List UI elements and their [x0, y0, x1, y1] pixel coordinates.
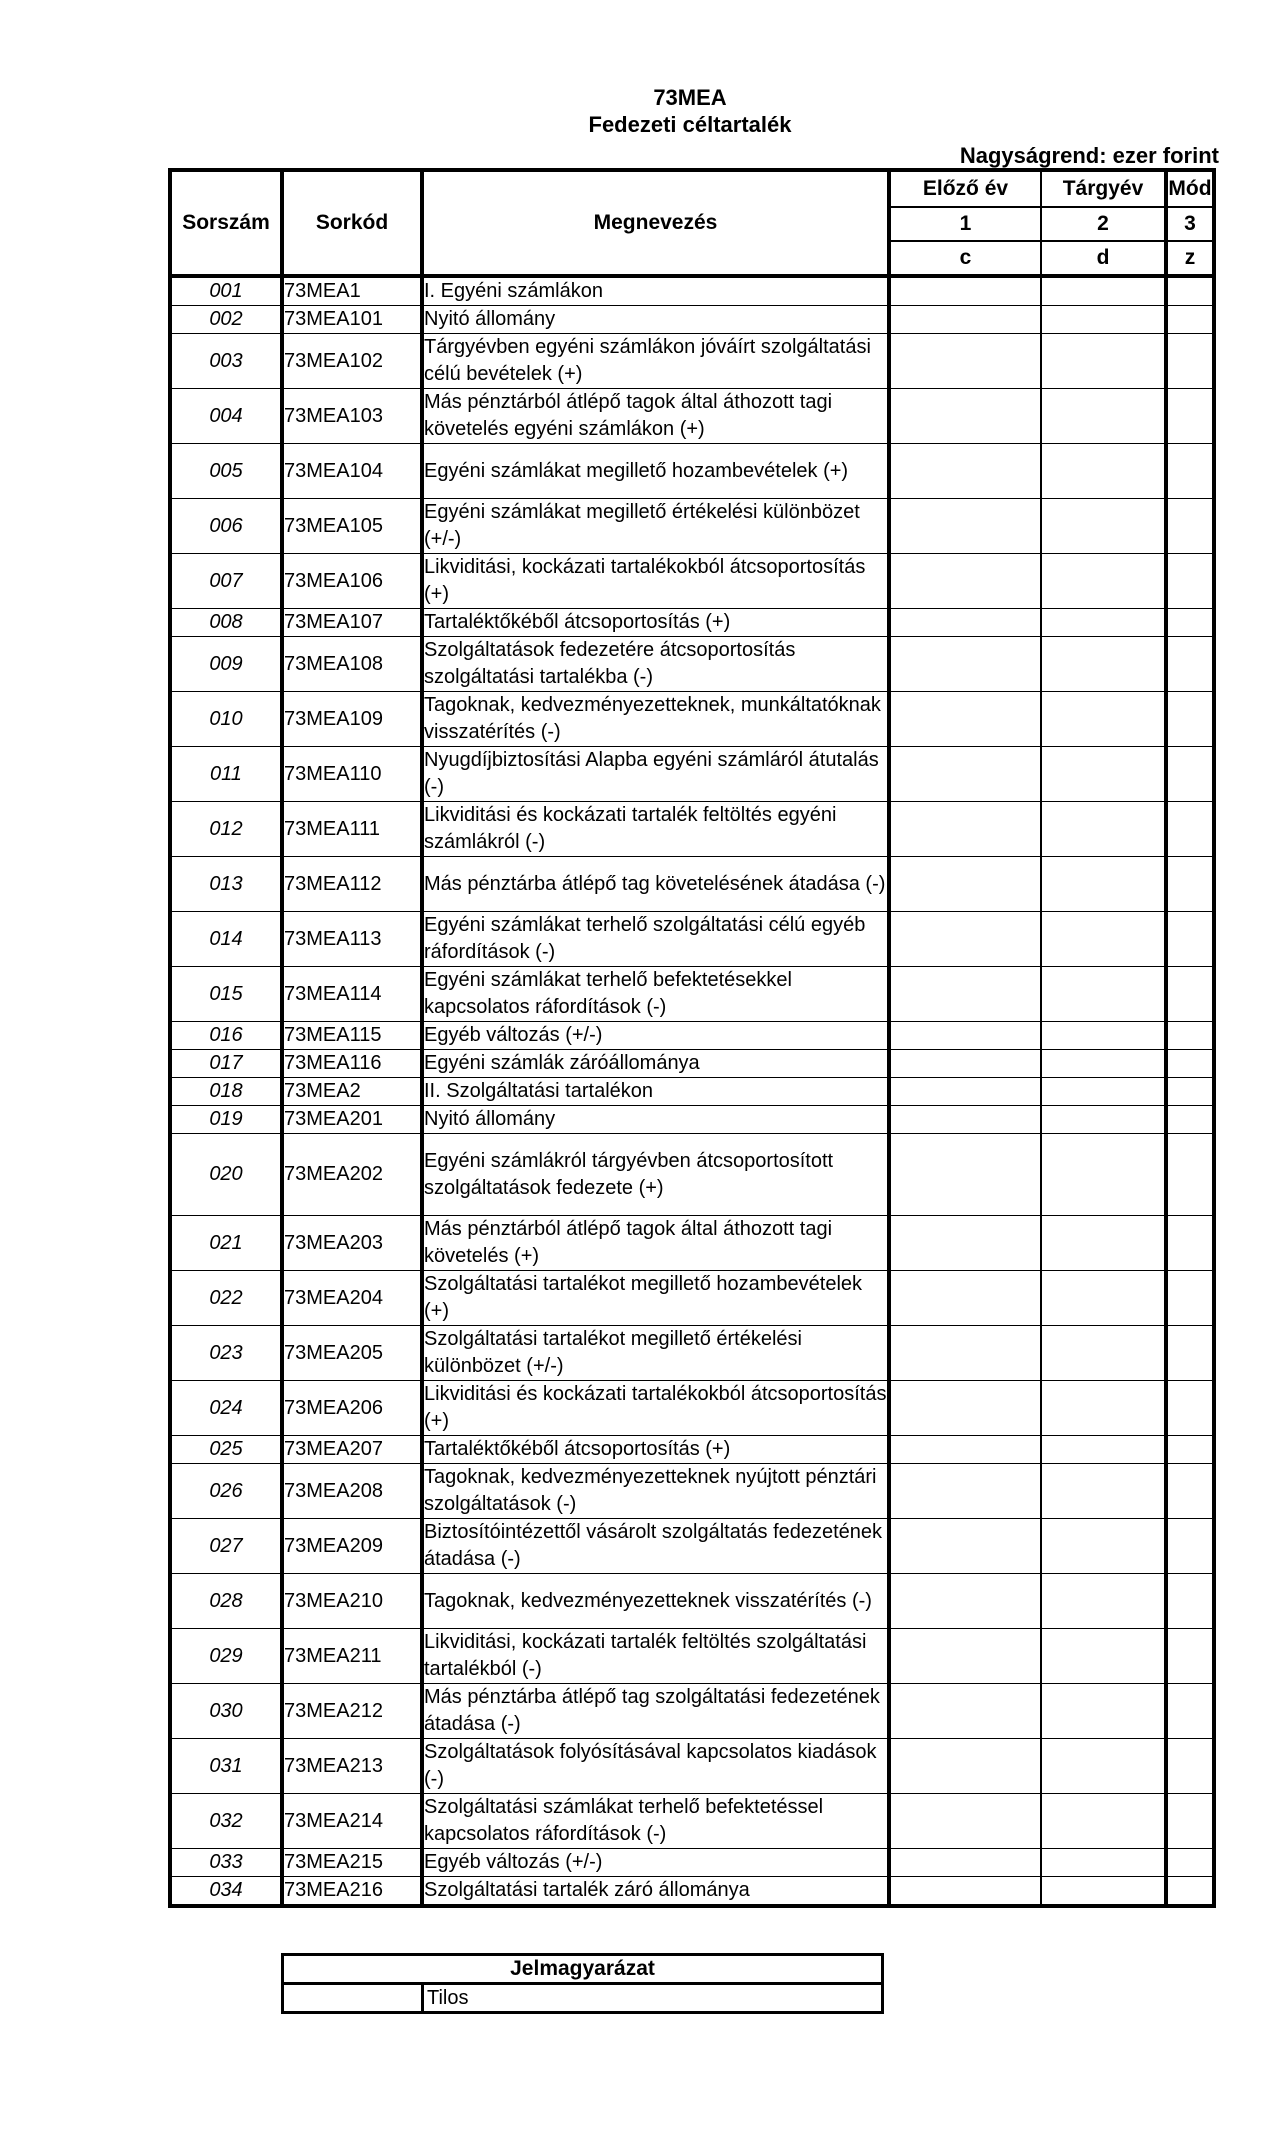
- row-code: 73MEA204: [282, 1271, 422, 1326]
- row-number: 031: [170, 1739, 282, 1794]
- row-number: 002: [170, 306, 282, 334]
- col-header-mod: Mód: [1166, 170, 1214, 207]
- row-name: Tartaléktőkéből átcsoportosítás (+): [422, 1436, 889, 1464]
- value-current-year-cell[interactable]: [1041, 1022, 1166, 1050]
- row-code: 73MEA115: [282, 1022, 422, 1050]
- row-number: 022: [170, 1271, 282, 1326]
- table-row: [170, 1326, 1214, 1381]
- legend-table: [281, 1953, 884, 2014]
- row-name: Szolgáltatási tartalékot megillető hozambevételek (+): [422, 1271, 889, 1326]
- row-name: Egyéni számlákat terhelő szolgáltatási célú egyéb ráfordítások (-): [422, 912, 889, 967]
- row-code: 73MEA206: [282, 1381, 422, 1436]
- value-mod-cell[interactable]: [1166, 1078, 1214, 1106]
- row-number: 016: [170, 1022, 282, 1050]
- table-row: [170, 499, 1214, 554]
- value-prev-year-cell[interactable]: [889, 389, 1041, 444]
- value-current-year-cell[interactable]: [1041, 1877, 1166, 1907]
- value-mod-cell[interactable]: [1166, 609, 1214, 637]
- value-current-year-cell[interactable]: [1041, 1519, 1166, 1574]
- value-prev-year-cell[interactable]: [889, 1271, 1041, 1326]
- row-code: 73MEA208: [282, 1464, 422, 1519]
- row-code: 73MEA110: [282, 747, 422, 802]
- value-current-year-cell[interactable]: [1041, 1464, 1166, 1519]
- value-prev-year-cell[interactable]: [889, 967, 1041, 1022]
- table-row: [170, 1739, 1214, 1794]
- row-name: Más pénztárba átlépő tag követelésének átadása (-): [422, 857, 889, 912]
- value-prev-year-cell[interactable]: [889, 1684, 1041, 1739]
- value-mod-cell[interactable]: [1166, 334, 1214, 389]
- unit-label: Nagyságrend: ezer forint: [959, 143, 1219, 168]
- row-number: 015: [170, 967, 282, 1022]
- value-current-year-cell[interactable]: [1041, 554, 1166, 609]
- row-code: 73MEA209: [282, 1519, 422, 1574]
- table-row: [170, 609, 1214, 637]
- row-code: 73MEA213: [282, 1739, 422, 1794]
- row-number: 004: [170, 389, 282, 444]
- row-number: 033: [170, 1849, 282, 1877]
- row-number: 023: [170, 1326, 282, 1381]
- col-header-sorszam: Sorszám: [170, 170, 282, 276]
- value-mod-cell[interactable]: [1166, 637, 1214, 692]
- value-mod-cell[interactable]: [1166, 1684, 1214, 1739]
- value-current-year-cell[interactable]: [1041, 1574, 1166, 1629]
- table-row: [170, 692, 1214, 747]
- value-mod-cell[interactable]: [1166, 1326, 1214, 1381]
- value-prev-year-cell[interactable]: [889, 802, 1041, 857]
- row-code: 73MEA212: [282, 1684, 422, 1739]
- row-name: II. Szolgáltatási tartalékon: [422, 1078, 889, 1106]
- row-name: Egyéb változás (+/-): [422, 1022, 889, 1050]
- value-prev-year-cell[interactable]: [889, 637, 1041, 692]
- value-mod-cell[interactable]: [1166, 1739, 1214, 1794]
- row-code: 73MEA113: [282, 912, 422, 967]
- col-header-megnevezes: Megnevezés: [422, 170, 889, 276]
- table-row: [170, 1022, 1214, 1050]
- value-current-year-cell[interactable]: [1041, 1381, 1166, 1436]
- value-prev-year-cell[interactable]: [889, 276, 1041, 306]
- row-number: 001: [170, 276, 282, 306]
- value-mod-cell[interactable]: [1166, 1022, 1214, 1050]
- col-number-2: 2: [1041, 207, 1166, 241]
- value-prev-year-cell[interactable]: [889, 554, 1041, 609]
- table-row: [170, 1794, 1214, 1849]
- row-code: 73MEA116: [282, 1050, 422, 1078]
- table-row: [170, 912, 1214, 967]
- row-name: Egyéni számlákat megillető hozambevételek (+): [422, 444, 889, 499]
- value-mod-cell[interactable]: [1166, 1574, 1214, 1629]
- row-code: 73MEA105: [282, 499, 422, 554]
- value-mod-cell[interactable]: [1166, 276, 1214, 306]
- row-name: Szolgáltatási számlákat terhelő befektetéssel kapcsolatos ráfordítások (-): [422, 1794, 889, 1849]
- row-code: 73MEA103: [282, 389, 422, 444]
- row-name: I. Egyéni számlákon: [422, 276, 889, 306]
- value-prev-year-cell[interactable]: [889, 444, 1041, 499]
- value-current-year-cell[interactable]: [1041, 1684, 1166, 1739]
- row-number: 006: [170, 499, 282, 554]
- value-current-year-cell[interactable]: [1041, 499, 1166, 554]
- row-code: 73MEA111: [282, 802, 422, 857]
- row-number: 018: [170, 1078, 282, 1106]
- row-name: Egyéni számlák záróállománya: [422, 1050, 889, 1078]
- value-prev-year-cell[interactable]: [889, 912, 1041, 967]
- row-code: 73MEA107: [282, 609, 422, 637]
- value-prev-year-cell[interactable]: [889, 747, 1041, 802]
- value-current-year-cell[interactable]: [1041, 1326, 1166, 1381]
- value-current-year-cell[interactable]: [1041, 1078, 1166, 1106]
- value-prev-year-cell[interactable]: [889, 1436, 1041, 1464]
- value-prev-year-cell[interactable]: [889, 1078, 1041, 1106]
- table-row: [170, 747, 1214, 802]
- row-code: 73MEA108: [282, 637, 422, 692]
- value-current-year-cell[interactable]: [1041, 389, 1166, 444]
- row-name: Más pénztárból átlépő tagok által áthozott tagi követelés egyéni számlákon (+): [422, 389, 889, 444]
- form-title: Fedezeti céltartalék: [588, 112, 792, 137]
- value-prev-year-cell[interactable]: [889, 1794, 1041, 1849]
- value-current-year-cell[interactable]: [1041, 1106, 1166, 1134]
- value-prev-year-cell[interactable]: [889, 499, 1041, 554]
- table-row: [170, 1078, 1214, 1106]
- row-name: Nyugdíjbiztosítási Alapba egyéni számláról átutalás (-): [422, 747, 889, 802]
- row-code: 73MEA214: [282, 1794, 422, 1849]
- value-mod-cell[interactable]: [1166, 1106, 1214, 1134]
- value-mod-cell[interactable]: [1166, 1519, 1214, 1574]
- value-mod-cell[interactable]: [1166, 1794, 1214, 1849]
- value-mod-cell[interactable]: [1166, 1629, 1214, 1684]
- value-current-year-cell[interactable]: [1041, 857, 1166, 912]
- value-mod-cell[interactable]: [1166, 692, 1214, 747]
- table-row: [170, 857, 1214, 912]
- legend-swatch: [283, 1984, 423, 2013]
- table-row: [170, 1134, 1214, 1216]
- table-row: [170, 306, 1214, 334]
- row-name: Biztosítóintézettől vásárolt szolgáltatás fedezetének átadása (-): [422, 1519, 889, 1574]
- value-mod-cell[interactable]: [1166, 967, 1214, 1022]
- value-current-year-cell[interactable]: [1041, 1271, 1166, 1326]
- row-number: 025: [170, 1436, 282, 1464]
- value-mod-cell[interactable]: [1166, 747, 1214, 802]
- value-prev-year-cell[interactable]: [889, 609, 1041, 637]
- table-row: [170, 1849, 1214, 1877]
- row-code: 73MEA215: [282, 1849, 422, 1877]
- table-row: [170, 637, 1214, 692]
- value-current-year-cell[interactable]: [1041, 306, 1166, 334]
- row-number: 019: [170, 1106, 282, 1134]
- row-number: 024: [170, 1381, 282, 1436]
- col-header-prev-year: Előző év: [889, 170, 1041, 207]
- legend-title: Jelmagyarázat: [283, 1955, 883, 1984]
- row-name: Szolgáltatások fedezetére átcsoportosítás szolgáltatási tartalékba (-): [422, 637, 889, 692]
- row-name: Likviditási és kockázati tartalék feltöltés egyéni számlákról (-): [422, 802, 889, 857]
- row-name: Szolgáltatási tartalék záró állománya: [422, 1877, 889, 1907]
- table-row: [170, 1877, 1214, 1907]
- row-code: 73MEA101: [282, 306, 422, 334]
- value-mod-cell[interactable]: [1166, 1381, 1214, 1436]
- row-code: 73MEA109: [282, 692, 422, 747]
- table-body: [170, 276, 1214, 1906]
- value-mod-cell[interactable]: [1166, 554, 1214, 609]
- row-code: 73MEA205: [282, 1326, 422, 1381]
- value-mod-cell[interactable]: [1166, 444, 1214, 499]
- row-code: 73MEA114: [282, 967, 422, 1022]
- table-row: [170, 444, 1214, 499]
- row-name: Likviditási, kockázati tartalék feltöltés szolgáltatási tartalékból (-): [422, 1629, 889, 1684]
- row-name: Nyitó állomány: [422, 306, 889, 334]
- value-prev-year-cell[interactable]: [889, 306, 1041, 334]
- value-prev-year-cell[interactable]: [889, 1739, 1041, 1794]
- row-number: 014: [170, 912, 282, 967]
- row-number: 027: [170, 1519, 282, 1574]
- col-number-1: 1: [889, 207, 1041, 241]
- row-code: 73MEA202: [282, 1134, 422, 1216]
- row-number: 021: [170, 1216, 282, 1271]
- value-prev-year-cell[interactable]: [889, 1629, 1041, 1684]
- row-number: 020: [170, 1134, 282, 1216]
- main-table: [168, 168, 1216, 1908]
- table-row: [170, 554, 1214, 609]
- value-current-year-cell[interactable]: [1041, 1134, 1166, 1216]
- value-mod-cell[interactable]: [1166, 1271, 1214, 1326]
- value-mod-cell[interactable]: [1166, 802, 1214, 857]
- table-row: [170, 802, 1214, 857]
- value-current-year-cell[interactable]: [1041, 802, 1166, 857]
- value-current-year-cell[interactable]: [1041, 1629, 1166, 1684]
- row-code: 73MEA216: [282, 1877, 422, 1907]
- table-row: [170, 276, 1214, 306]
- row-number: 032: [170, 1794, 282, 1849]
- col-header-sorkod: Sorkód: [282, 170, 422, 276]
- row-number: 012: [170, 802, 282, 857]
- table-row: [170, 1436, 1214, 1464]
- row-name: Egyéni számlákat megillető értékelési különbözet (+/-): [422, 499, 889, 554]
- value-current-year-cell[interactable]: [1041, 967, 1166, 1022]
- value-mod-cell[interactable]: [1166, 1134, 1214, 1216]
- value-current-year-cell[interactable]: [1041, 609, 1166, 637]
- value-prev-year-cell[interactable]: [889, 692, 1041, 747]
- value-mod-cell[interactable]: [1166, 1050, 1214, 1078]
- row-number: 009: [170, 637, 282, 692]
- col-number-3: 3: [1166, 207, 1214, 241]
- row-code: 73MEA112: [282, 857, 422, 912]
- row-code: 73MEA201: [282, 1106, 422, 1134]
- col-letter-z: z: [1166, 241, 1214, 276]
- value-prev-year-cell[interactable]: [889, 1849, 1041, 1877]
- table-row: [170, 1106, 1214, 1134]
- table-row: [170, 1519, 1214, 1574]
- row-code: 73MEA207: [282, 1436, 422, 1464]
- value-current-year-cell[interactable]: [1041, 444, 1166, 499]
- value-prev-year-cell[interactable]: [889, 1050, 1041, 1078]
- row-code: 73MEA210: [282, 1574, 422, 1629]
- table-row: [170, 389, 1214, 444]
- value-mod-cell[interactable]: [1166, 389, 1214, 444]
- row-number: 017: [170, 1050, 282, 1078]
- value-current-year-cell[interactable]: [1041, 1849, 1166, 1877]
- table-row: [170, 1574, 1214, 1629]
- value-current-year-cell[interactable]: [1041, 1050, 1166, 1078]
- legend-item-label: Tilos: [423, 1984, 883, 2013]
- row-name: Egyéni számlákról tárgyévben átcsoportosított szolgáltatások fedezete (+): [422, 1134, 889, 1216]
- row-name: Más pénztárból átlépő tagok által áthozott tagi követelés (+): [422, 1216, 889, 1271]
- row-number: 028: [170, 1574, 282, 1629]
- value-current-year-cell[interactable]: [1041, 747, 1166, 802]
- table-row: [170, 1464, 1214, 1519]
- row-name: Tagoknak, kedvezményezetteknek visszatérítés (-): [422, 1574, 889, 1629]
- value-prev-year-cell[interactable]: [889, 1381, 1041, 1436]
- value-current-year-cell[interactable]: [1041, 912, 1166, 967]
- form-code: 73MEA: [653, 85, 727, 110]
- row-name: Likviditási, kockázati tartalékokból átcsoportosítás (+): [422, 554, 889, 609]
- row-code: 73MEA2: [282, 1078, 422, 1106]
- row-code: 73MEA211: [282, 1629, 422, 1684]
- row-name: Egyéb változás (+/-): [422, 1849, 889, 1877]
- row-name: Nyitó állomány: [422, 1106, 889, 1134]
- col-letter-c: c: [889, 241, 1041, 276]
- row-code: 73MEA102: [282, 334, 422, 389]
- col-header-current-year: Tárgyév: [1041, 170, 1166, 207]
- row-number: 026: [170, 1464, 282, 1519]
- value-mod-cell[interactable]: [1166, 857, 1214, 912]
- row-name: Tagoknak, kedvezményezetteknek, munkáltatóknak visszatérítés (-): [422, 692, 889, 747]
- row-number: 010: [170, 692, 282, 747]
- value-prev-year-cell[interactable]: [889, 857, 1041, 912]
- value-current-year-cell[interactable]: [1041, 1216, 1166, 1271]
- value-prev-year-cell[interactable]: [889, 1519, 1041, 1574]
- value-prev-year-cell[interactable]: [889, 1877, 1041, 1907]
- row-number: 003: [170, 334, 282, 389]
- row-name: Szolgáltatások folyósításával kapcsolatos kiadások (-): [422, 1739, 889, 1794]
- value-prev-year-cell[interactable]: [889, 1574, 1041, 1629]
- value-current-year-cell[interactable]: [1041, 1436, 1166, 1464]
- value-prev-year-cell[interactable]: [889, 334, 1041, 389]
- row-number: 030: [170, 1684, 282, 1739]
- value-current-year-cell[interactable]: [1041, 1794, 1166, 1849]
- value-prev-year-cell[interactable]: [889, 1106, 1041, 1134]
- row-name: Szolgáltatási tartalékot megillető értékelési különbözet (+/-): [422, 1326, 889, 1381]
- value-mod-cell[interactable]: [1166, 1464, 1214, 1519]
- table-row: [170, 967, 1214, 1022]
- value-current-year-cell[interactable]: [1041, 276, 1166, 306]
- row-number: 013: [170, 857, 282, 912]
- value-mod-cell[interactable]: [1166, 306, 1214, 334]
- value-mod-cell[interactable]: [1166, 1216, 1214, 1271]
- col-letter-d: d: [1041, 241, 1166, 276]
- value-mod-cell[interactable]: [1166, 499, 1214, 554]
- table-row: [170, 1216, 1214, 1271]
- row-name: Egyéni számlákat terhelő befektetésekkel kapcsolatos ráfordítások (-): [422, 967, 889, 1022]
- value-prev-year-cell[interactable]: [889, 1326, 1041, 1381]
- value-mod-cell[interactable]: [1166, 912, 1214, 967]
- value-current-year-cell[interactable]: [1041, 334, 1166, 389]
- table-row: [170, 1271, 1214, 1326]
- row-number: 034: [170, 1877, 282, 1907]
- value-mod-cell[interactable]: [1166, 1849, 1214, 1877]
- row-number: 011: [170, 747, 282, 802]
- row-code: 73MEA106: [282, 554, 422, 609]
- value-current-year-cell[interactable]: [1041, 692, 1166, 747]
- value-prev-year-cell[interactable]: [889, 1134, 1041, 1216]
- row-name: Tartaléktőkéből átcsoportosítás (+): [422, 609, 889, 637]
- table-row: [170, 1629, 1214, 1684]
- row-number: 007: [170, 554, 282, 609]
- row-name: Likviditási és kockázati tartalékokból átcsoportosítás (+): [422, 1381, 889, 1436]
- table-row: [170, 1050, 1214, 1078]
- row-number: 008: [170, 609, 282, 637]
- value-mod-cell[interactable]: [1166, 1877, 1214, 1907]
- value-prev-year-cell[interactable]: [889, 1216, 1041, 1271]
- table-row: [170, 334, 1214, 389]
- row-code: 73MEA104: [282, 444, 422, 499]
- value-prev-year-cell[interactable]: [889, 1022, 1041, 1050]
- row-number: 029: [170, 1629, 282, 1684]
- value-prev-year-cell[interactable]: [889, 1464, 1041, 1519]
- row-code: 73MEA1: [282, 276, 422, 306]
- row-code: 73MEA203: [282, 1216, 422, 1271]
- table-row: [170, 1684, 1214, 1739]
- row-name: Tárgyévben egyéni számlákon jóváírt szolgáltatási célú bevételek (+): [422, 334, 889, 389]
- row-number: 005: [170, 444, 282, 499]
- value-mod-cell[interactable]: [1166, 1436, 1214, 1464]
- table-row: [170, 1381, 1214, 1436]
- value-current-year-cell[interactable]: [1041, 1739, 1166, 1794]
- row-name: Tagoknak, kedvezményezetteknek nyújtott pénztári szolgáltatások (-): [422, 1464, 889, 1519]
- value-current-year-cell[interactable]: [1041, 637, 1166, 692]
- row-name: Más pénztárba átlépő tag szolgáltatási fedezetének átadása (-): [422, 1684, 889, 1739]
